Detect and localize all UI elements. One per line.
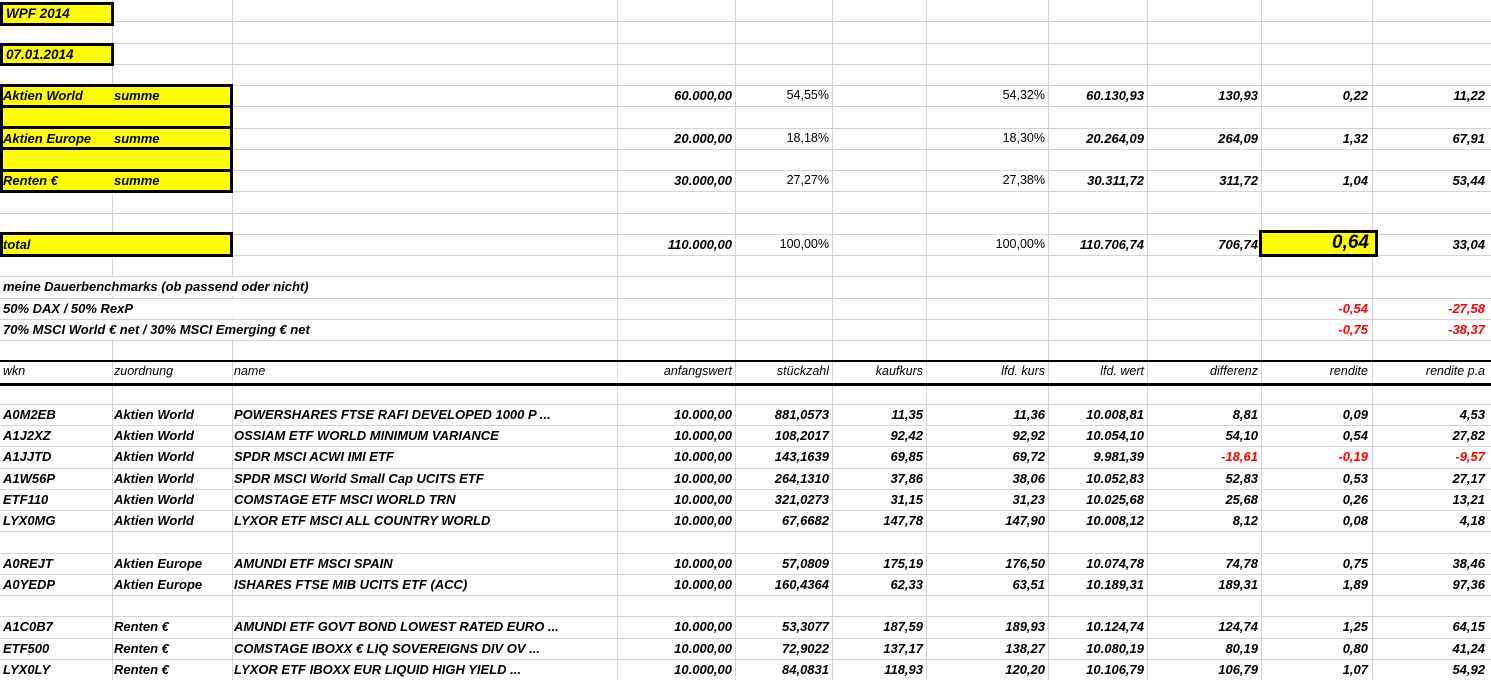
- summary-sublabel[interactable]: summe: [114, 88, 160, 103]
- cell-anfangswert[interactable]: 20.000,00: [674, 130, 732, 146]
- cell-anteil-soll[interactable]: 54,55%: [786, 88, 829, 102]
- cell-rendite-pa[interactable]: 54,92: [1452, 661, 1485, 677]
- cell-lfd-wert[interactable]: 10.189,31: [1086, 576, 1144, 592]
- cell-lfd-kurs[interactable]: 120,20: [1005, 661, 1045, 677]
- cell-differenz[interactable]: -18,61: [1221, 449, 1258, 465]
- cell-rendite[interactable]: -0,54: [1338, 300, 1368, 316]
- gridline: [0, 213, 1491, 214]
- cell-differenz[interactable]: 264,09: [1218, 130, 1258, 146]
- cell-rendite[interactable]: 1,04: [1342, 173, 1368, 188]
- cell-kaufkurs[interactable]: 92,42: [890, 428, 923, 443]
- cell-zuordnung[interactable]: Renten €: [114, 640, 169, 656]
- cell-wkn[interactable]: ETF110: [3, 491, 49, 507]
- cell-lfd-kurs[interactable]: 176,50: [1005, 555, 1045, 571]
- cell-stueckzahl[interactable]: 84,0831: [782, 661, 829, 677]
- table-row: [0, 574, 1491, 595]
- cell-differenz[interactable]: 130,93: [1218, 88, 1258, 103]
- summary-sublabel[interactable]: summe: [114, 130, 160, 146]
- summary-row-world: [0, 85, 1491, 106]
- total-rendite-highlight-cell[interactable]: 0,64: [1259, 230, 1378, 257]
- cell-rendite-pa[interactable]: 64,15: [1452, 619, 1485, 635]
- cell-lfd-wert[interactable]: 30.311,72: [1087, 173, 1144, 188]
- cell-wkn[interactable]: A0YEDP: [3, 576, 56, 592]
- cell-differenz[interactable]: 8,12: [1232, 513, 1258, 528]
- cell-lfd-kurs[interactable]: 31,23: [1012, 491, 1045, 507]
- cell-rendite[interactable]: 0,75: [1342, 555, 1368, 571]
- table-header-underline: [0, 383, 1491, 386]
- cell-zuordnung[interactable]: Renten €: [114, 619, 169, 635]
- summary-row-europe: [0, 128, 1491, 149]
- cell-rendite-pa[interactable]: 11,22: [1453, 88, 1485, 103]
- cell-differenz[interactable]: 311,72: [1219, 173, 1258, 188]
- total-label[interactable]: total: [3, 236, 31, 252]
- benchmark-label[interactable]: 50% DAX / 50% RexP: [3, 299, 615, 318]
- cell-zuordnung[interactable]: Aktien World: [114, 406, 194, 422]
- cell-anfangswert[interactable]: 30.000,00: [674, 173, 732, 188]
- cell-anteil-ist[interactable]: 54,32%: [1002, 88, 1045, 102]
- header-kaufkurs[interactable]: kaufkurs: [875, 364, 923, 379]
- cell-name[interactable]: AMUNDI ETF MSCI SPAIN: [234, 555, 393, 571]
- cell-zuordnung[interactable]: Aktien World: [114, 449, 194, 465]
- cell-lfd-kurs[interactable]: 69,72: [1012, 449, 1045, 465]
- cell-stueckzahl[interactable]: 108,2017: [774, 428, 829, 443]
- cell-zuordnung[interactable]: Renten €: [114, 661, 169, 677]
- cell-kaufkurs[interactable]: 11,35: [891, 406, 923, 422]
- cell-name[interactable]: COMSTAGE IBOXX € LIQ SOVEREIGNS DIV OV ...: [234, 640, 541, 656]
- cell-rendite-pa[interactable]: 13,21: [1452, 491, 1485, 507]
- header-stueckzahl[interactable]: stückzahl: [776, 364, 829, 379]
- cell-stueckzahl[interactable]: 160,4364: [774, 576, 829, 592]
- cell-rendite-pa[interactable]: 41,24: [1452, 640, 1485, 656]
- cell-lfd-wert[interactable]: 20.264,09: [1086, 130, 1144, 146]
- cell-rendite[interactable]: 0,54: [1342, 428, 1368, 443]
- cell-lfd-kurs[interactable]: 11,36: [1013, 406, 1045, 422]
- cell-lfd-wert[interactable]: 10.008,12: [1086, 513, 1144, 528]
- cell-rendite[interactable]: 0,80: [1342, 640, 1368, 656]
- cell-lfd-wert[interactable]: 10.052,83: [1086, 470, 1144, 486]
- cell-anfangswert[interactable]: 10.000,00: [674, 640, 732, 656]
- header-rendite[interactable]: rendite: [1329, 364, 1368, 379]
- benchmarks-heading-row: [0, 276, 1491, 297]
- cell-wkn[interactable]: A1JJTD: [3, 449, 52, 465]
- cell-wkn[interactable]: A1J2XZ: [3, 428, 51, 443]
- cell-differenz[interactable]: 124,74: [1218, 619, 1258, 635]
- cell-lfd-kurs[interactable]: 138,27: [1005, 640, 1045, 656]
- cell-anfangswert[interactable]: 10.000,00: [674, 576, 732, 592]
- cell-anteil-soll[interactable]: 27,27%: [786, 173, 829, 187]
- cell-anfangswert[interactable]: 10.000,00: [674, 513, 732, 528]
- cell-name[interactable]: SPDR MSCI World Small Cap UCITS ETF: [234, 470, 484, 486]
- table-row: [0, 489, 1491, 510]
- cell-wkn[interactable]: A1W56P: [3, 470, 56, 486]
- cell-differenz[interactable]: 706,74: [1218, 236, 1258, 252]
- cell-stueckzahl[interactable]: 57,0809: [782, 555, 829, 571]
- cell-rendite[interactable]: -0,75: [1338, 321, 1368, 337]
- cell-rendite[interactable]: 0,09: [1342, 406, 1368, 422]
- cell-anfangswert[interactable]: 10.000,00: [674, 555, 732, 571]
- gridline: [0, 595, 1491, 596]
- cell-kaufkurs[interactable]: 175,19: [883, 555, 923, 571]
- cell-lfd-kurs[interactable]: 147,90: [1005, 513, 1045, 528]
- summary-label[interactable]: Aktien Europe: [3, 130, 92, 146]
- cell-wkn[interactable]: ETF500: [3, 640, 50, 656]
- cell-kaufkurs[interactable]: 31,15: [890, 491, 923, 507]
- cell-stueckzahl[interactable]: 143,1639: [774, 449, 829, 465]
- cell-zuordnung[interactable]: Aktien World: [114, 513, 194, 528]
- summary-label[interactable]: Aktien World: [3, 88, 83, 103]
- cell-lfd-wert[interactable]: 110.706,74: [1079, 236, 1144, 252]
- cell-anteil-ist[interactable]: 18,30%: [1002, 130, 1045, 145]
- cell-anteil-ist[interactable]: 27,38%: [1002, 173, 1045, 187]
- cell-zuordnung[interactable]: Aktien Europe: [114, 555, 203, 571]
- cell-kaufkurs[interactable]: 147,78: [883, 513, 923, 528]
- cell-name[interactable]: AMUNDI ETF GOVT BOND LOWEST RATED EURO ...: [234, 619, 559, 635]
- cell-kaufkurs[interactable]: 62,33: [890, 576, 923, 592]
- cell-anteil-soll[interactable]: 100,00%: [779, 236, 829, 251]
- cell-anteil-ist[interactable]: 100,00%: [995, 236, 1045, 251]
- cell-lfd-wert[interactable]: 10.124,74: [1086, 619, 1144, 635]
- cell-rendite-pa[interactable]: -38,37: [1448, 321, 1485, 337]
- cell-name[interactable]: COMSTAGE ETF MSCI WORLD TRN: [234, 491, 456, 507]
- benchmarks-heading[interactable]: meine Dauerbenchmarks (ob passend oder nicht): [3, 277, 615, 296]
- cell-differenz[interactable]: 74,78: [1225, 555, 1258, 571]
- cell-rendite-pa[interactable]: -9,57: [1455, 449, 1485, 465]
- cell-rendite[interactable]: 0,26: [1342, 491, 1368, 507]
- cell-differenz[interactable]: 8,81: [1232, 406, 1258, 422]
- cell-name[interactable]: ISHARES FTSE MIB UCITS ETF (ACC): [234, 576, 468, 592]
- cell-anfangswert[interactable]: 10.000,00: [674, 449, 732, 465]
- table-row: [0, 638, 1491, 659]
- cell-lfd-wert[interactable]: 10.106,79: [1086, 661, 1144, 677]
- cell-lfd-kurs[interactable]: 189,93: [1005, 619, 1045, 635]
- gridline: [0, 340, 1491, 341]
- cell-kaufkurs[interactable]: 137,17: [883, 640, 923, 656]
- gridline: [0, 64, 1491, 65]
- cell-name[interactable]: LYXOR ETF IBOXX EUR LIQUID HIGH YIELD ...: [234, 661, 521, 677]
- cell-rendite-pa[interactable]: 4,53: [1459, 406, 1485, 422]
- cell-kaufkurs[interactable]: 37,86: [890, 470, 923, 486]
- table-row: [0, 510, 1491, 531]
- table-row: [0, 425, 1491, 446]
- cell-anfangswert[interactable]: 10.000,00: [674, 661, 732, 677]
- cell-rendite[interactable]: 0,08: [1342, 513, 1368, 528]
- table-row: [0, 404, 1491, 425]
- cell-stueckzahl[interactable]: 72,9022: [782, 640, 829, 656]
- cell-anfangswert[interactable]: 10.000,00: [674, 491, 732, 507]
- cell-name[interactable]: OSSIAM ETF WORLD MINIMUM VARIANCE: [234, 428, 499, 443]
- cell-rendite[interactable]: 1,07: [1342, 661, 1368, 677]
- cell-lfd-wert[interactable]: 60.130,93: [1086, 88, 1144, 103]
- cell-wkn[interactable]: LYX0LY: [3, 661, 51, 677]
- cell-kaufkurs[interactable]: 187,59: [883, 619, 923, 635]
- cell-wkn[interactable]: A0M2EB: [3, 406, 56, 422]
- cell-wkn[interactable]: A0REJT: [3, 555, 53, 571]
- header-wkn[interactable]: wkn: [3, 364, 26, 379]
- cell-lfd-wert[interactable]: 10.008,81: [1086, 406, 1144, 422]
- cell-zuordnung[interactable]: Aktien World: [114, 470, 194, 486]
- cell-lfd-wert[interactable]: 9.981,39: [1093, 449, 1144, 465]
- benchmark-row: [0, 319, 1491, 340]
- header-lfd-kurs[interactable]: lfd. kurs: [1001, 364, 1045, 379]
- date-cell[interactable]: 07.01.2014: [0, 43, 114, 67]
- header-differenz[interactable]: differenz: [1210, 364, 1258, 379]
- header-lfd-wert[interactable]: lfd. wert: [1100, 364, 1144, 379]
- table-row: [0, 553, 1491, 574]
- gridline: [0, 531, 1491, 532]
- cell-stueckzahl[interactable]: 67,6682: [782, 513, 829, 528]
- cell-zuordnung[interactable]: Aktien Europe: [114, 576, 203, 592]
- cell-rendite-pa[interactable]: 4,18: [1459, 513, 1485, 528]
- summary-row-renten: [0, 170, 1491, 191]
- cell-differenz[interactable]: 106,79: [1218, 661, 1258, 677]
- cell-kaufkurs[interactable]: 118,93: [884, 661, 923, 677]
- cell-rendite-pa[interactable]: 27,17: [1452, 470, 1485, 486]
- gridline: [0, 21, 1491, 22]
- cell-lfd-kurs[interactable]: 92,92: [1012, 428, 1045, 443]
- cell-differenz[interactable]: 189,31: [1218, 576, 1258, 592]
- cell-rendite[interactable]: 0,53: [1342, 470, 1368, 486]
- cell-anfangswert[interactable]: 10.000,00: [674, 406, 732, 422]
- cell-rendite[interactable]: 1,25: [1342, 619, 1368, 635]
- table-row: [0, 659, 1491, 680]
- cell-rendite-pa[interactable]: 97,36: [1452, 576, 1485, 592]
- cell-lfd-kurs[interactable]: 63,51: [1012, 576, 1045, 592]
- cell-anteil-soll[interactable]: 18,18%: [786, 130, 829, 145]
- cell-kaufkurs[interactable]: 69,85: [890, 449, 923, 465]
- header-anfangswert[interactable]: anfangswert: [663, 364, 732, 379]
- benchmark-label[interactable]: 70% MSCI World € net / 30% MSCI Emerging € net: [3, 320, 615, 339]
- cell-stueckzahl[interactable]: 53,3077: [782, 619, 829, 635]
- header-zuordnung[interactable]: zuordnung: [114, 364, 174, 379]
- table-row: [0, 616, 1491, 637]
- cell-zuordnung[interactable]: Aktien World: [114, 428, 194, 443]
- cell-anfangswert[interactable]: 60.000,00: [674, 88, 732, 103]
- title-cell[interactable]: WPF 2014: [0, 2, 114, 26]
- cell-anfangswert[interactable]: 10.000,00: [674, 470, 732, 486]
- cell-wkn[interactable]: A1C0B7: [3, 619, 53, 635]
- summary-label[interactable]: Renten €: [3, 173, 58, 188]
- cell-differenz[interactable]: 54,10: [1225, 428, 1258, 443]
- cell-rendite-pa[interactable]: 38,46: [1452, 555, 1485, 571]
- cell-lfd-wert[interactable]: 10.025,68: [1086, 491, 1144, 507]
- cell-rendite-pa[interactable]: 53,44: [1452, 173, 1485, 188]
- cell-lfd-wert[interactable]: 10.054,10: [1086, 428, 1144, 443]
- cell-lfd-kurs[interactable]: 38,06: [1012, 470, 1045, 486]
- table-row: [0, 446, 1491, 467]
- benchmark-row: [0, 298, 1491, 319]
- cell-differenz[interactable]: 52,83: [1225, 470, 1258, 486]
- cell-rendite-pa[interactable]: 67,91: [1452, 130, 1485, 146]
- cell-name[interactable]: POWERSHARES FTSE RAFI DEVELOPED 1000 P ...: [234, 406, 551, 422]
- table-row: [0, 468, 1491, 489]
- cell-zuordnung[interactable]: Aktien World: [114, 491, 194, 507]
- cell-name[interactable]: SPDR MSCI ACWI IMI ETF: [234, 449, 394, 465]
- header-rendite-pa[interactable]: rendite p.a: [1425, 364, 1485, 379]
- table-header-row: [0, 361, 1491, 382]
- summary-sublabel[interactable]: summe: [114, 173, 160, 188]
- cell-anfangswert[interactable]: 10.000,00: [674, 428, 732, 443]
- cell-anfangswert[interactable]: 110.000,00: [667, 236, 732, 252]
- cell-wkn[interactable]: LYX0MG: [3, 513, 56, 528]
- header-name[interactable]: name: [234, 364, 266, 379]
- cell-rendite[interactable]: 1,89: [1342, 576, 1368, 592]
- cell-rendite[interactable]: 0,22: [1342, 88, 1368, 103]
- cell-rendite[interactable]: -0,19: [1338, 449, 1368, 465]
- cell-rendite[interactable]: 1,32: [1342, 130, 1368, 146]
- cell-rendite-pa[interactable]: -27,58: [1448, 300, 1485, 316]
- gridline: [0, 43, 1491, 44]
- cell-name[interactable]: LYXOR ETF MSCI ALL COUNTRY WORLD: [234, 513, 491, 528]
- cell-differenz[interactable]: 25,68: [1225, 491, 1258, 507]
- cell-lfd-wert[interactable]: 10.080,19: [1086, 640, 1144, 656]
- cell-stueckzahl[interactable]: 321,0273: [774, 491, 829, 507]
- cell-stueckzahl[interactable]: 881,0573: [774, 406, 829, 422]
- cell-anfangswert[interactable]: 10.000,00: [674, 619, 732, 635]
- cell-rendite-pa[interactable]: 33,04: [1452, 236, 1485, 252]
- cell-differenz[interactable]: 80,19: [1225, 640, 1258, 656]
- cell-stueckzahl[interactable]: 264,1310: [774, 470, 829, 486]
- cell-lfd-wert[interactable]: 10.074,78: [1086, 555, 1144, 571]
- cell-rendite-pa[interactable]: 27,82: [1452, 428, 1485, 443]
